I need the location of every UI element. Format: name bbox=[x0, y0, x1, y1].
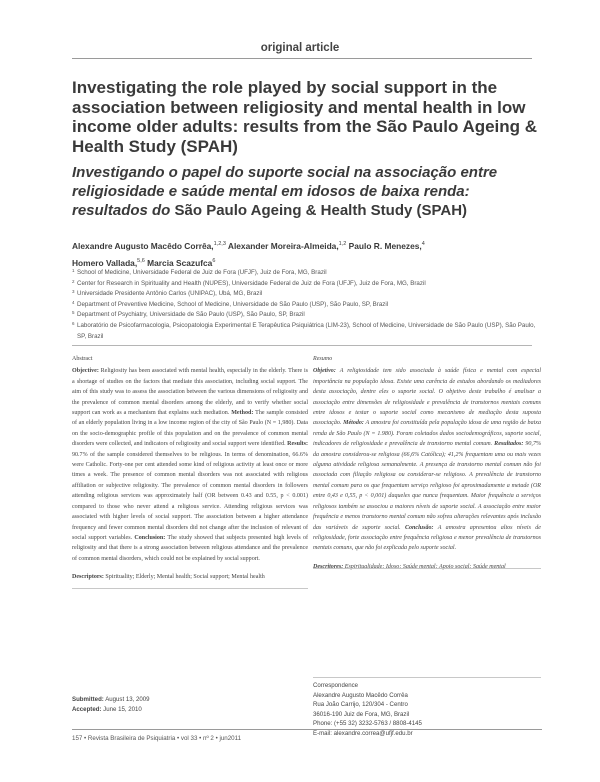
submitted-label: Submitted: bbox=[72, 696, 104, 703]
author-affiliation-marker: 4 bbox=[421, 241, 425, 247]
submitted-value: August 13, 2009 bbox=[105, 696, 150, 703]
correspondence-line: 36016-190 Juiz de Fora, MG, Brazil bbox=[313, 710, 410, 718]
article-title-portuguese bbox=[72, 163, 542, 220]
abstract-heading: Abstract bbox=[72, 356, 93, 362]
correspondence-email: E-mail: alexandre.correa@ufjf.edu.br bbox=[313, 729, 413, 737]
metodo-label: Método: bbox=[341, 420, 364, 427]
author-affiliation-marker: 5,6 bbox=[137, 257, 145, 264]
author-name: Homero Vallada, bbox=[72, 257, 138, 268]
descriptors-text: Spirituality; Elderly; Mental health; Social support; Mental health bbox=[103, 574, 265, 581]
affiliation-text: Department of Psychiatry, Universidade de São Paulo (USP), São Paulo, SP, Brazil bbox=[77, 311, 305, 319]
correspondence-divider bbox=[313, 677, 541, 678]
section-divider bbox=[72, 345, 532, 346]
page-footer: 157 • Revista Brasileira de Psiquiatria • vol 33 • nº 2 • jun2011 bbox=[72, 735, 242, 742]
objective-text: Religiosity has been associated with mental health, especially in the elderly. There is a shortage of studies on the factors that mediate this association, including social support. The aim of this study was to assess the association between the various dimensions of religiosity and the prevalence of common mental disorders among the elderly, and to verify whether social support can work as a mechanism that explains such mediation. bbox=[72, 368, 308, 417]
affiliation-text: Laboratório de Psicofarmacologia, Psicopatologia Experimental E Terapêutica Psiquiátrica (LIM-23), School of Medicine, Universidade de São Paulo (USP), São Paulo, SP, Brazil bbox=[77, 321, 536, 340]
affiliation-item bbox=[72, 289, 542, 300]
abstract-end-divider bbox=[72, 588, 308, 589]
affiliation-item bbox=[72, 268, 542, 279]
method-label: Method: bbox=[229, 410, 254, 417]
descriptors-label: Descriptors: bbox=[72, 574, 104, 581]
correspondence-line: Alexandre Augusto Macêdo Corrêa bbox=[313, 691, 408, 699]
affiliation-list bbox=[72, 268, 542, 342]
affiliation-text: Center for Research in Spirituality and Health (NUPES), Universidade Federal de Juiz de Fora (UFJF), Juiz de Fora, MG, Brazil bbox=[77, 279, 426, 287]
abstract-body bbox=[72, 366, 308, 564]
affiliation-number: 6 bbox=[72, 320, 75, 326]
conclusao-label: Conclusão: bbox=[400, 524, 434, 531]
author-affiliation-marker: 1,2,3 bbox=[213, 241, 226, 247]
results-text: 90.7% of the sample considered themselves to be religious. In terms of denomination, 66.6% were Catholic. Forty-one per cent attended some kind of religious activity at least once or more times a week. The presence of common mental disorders was not associated with religious affiliation or subjective religiosity. The prevalence of common mental disorders in followers attending religious services was approximately half (OR between 0.43 and 0.55, p < 0.001) compared to those who never attend a religious service. Attending religious services was associated with higher levels of social support. The association between a higher attendance frequency and fewer common mental disorders did not change after the inclusion of relevant of social support variables. bbox=[72, 451, 308, 541]
author-name: Marcia Scazufca bbox=[144, 257, 213, 268]
abstract-column bbox=[72, 354, 308, 583]
resumo-column bbox=[313, 354, 541, 572]
affiliation-item bbox=[72, 310, 542, 321]
title-pt-upright: São Paulo Ageing & Health Study (SPAH) bbox=[174, 202, 468, 219]
author-affiliation-marker: 6 bbox=[212, 257, 216, 264]
results-label: Results: bbox=[285, 441, 308, 448]
conclusion-text: The study showed that subjects presented high levels of religiosity and that there is a strong association between religious attendance and the prevalence of common mental disorders, which could not be explained by social support. bbox=[72, 534, 308, 562]
author-list bbox=[72, 237, 542, 271]
descritores-text: Espiritualidade; Idoso; Saúde mental; Apoio social; Saúde mental bbox=[343, 563, 506, 570]
affiliation-item bbox=[72, 279, 542, 290]
descritores-label: Descritores: bbox=[313, 563, 344, 570]
author-affiliation-marker: 1,2 bbox=[338, 241, 347, 247]
affiliation-item bbox=[72, 300, 542, 311]
header-divider bbox=[72, 58, 532, 59]
affiliation-text: Department of Preventive Medicine, School of Medicine, Universidade de São Paulo (USP), São Paulo, SP, Brazil bbox=[77, 300, 389, 308]
affiliation-number: 2 bbox=[72, 278, 75, 284]
method-text: The sample consisted of an elderly population living in a low income region of the city of São Paulo (N = 1,980). Data on the socio-demographic profile of this population and on the prevalence of common mental disorders were collected, and indicators of religiosity and social support were identified. bbox=[72, 410, 308, 448]
descritores bbox=[313, 562, 541, 572]
objective-label: Objective: bbox=[72, 368, 99, 375]
affiliation-number: 5 bbox=[72, 310, 75, 316]
submitted-date bbox=[72, 695, 308, 705]
objetivo-label: Objetivo: bbox=[313, 368, 336, 375]
affiliation-number: 3 bbox=[72, 289, 75, 295]
accepted-value: June 15, 2010 bbox=[103, 705, 142, 713]
author-name: Alexander Moreira-Almeida, bbox=[225, 240, 339, 251]
objetivo-text: A religiosidade tem sido associada à saúde física e mental com especial importância na população idosa. Existe uma carência de estudos abordando os mediadores desta associação, dentre eles o suporte social. O objetivo deste trabalho é analisar a associação entre dimensões de religiosidade e prevalência de transtornos mentais comuns entre idosos e testar o suporte social como mecanismo de mediação desta suposta associação. bbox=[313, 368, 541, 427]
title-pt-italic: Investigando o papel do suporte social na associação entre religiosidade e saúde mental em idosos de baixa renda: resultados do bbox=[72, 164, 498, 219]
affiliation-number: 4 bbox=[72, 299, 75, 305]
resumo-end-divider bbox=[313, 568, 541, 569]
resultados-label: Resultados: bbox=[492, 441, 524, 448]
article-title: Investigating the role played by social support in the association between religiosity and mental health in low income older adults: results from the São Paulo Ageing & Health Study (SPAH) bbox=[72, 78, 538, 156]
accepted-date bbox=[72, 705, 308, 715]
resumo-heading: Resumo bbox=[313, 356, 333, 362]
conclusao-text: A amostra apresentou altos níveis de religiosidade, forte associação entre frequência religiosa e menor prevalência de transtornos mentais comuns, que não foi explicada pelo suporte social. bbox=[313, 524, 541, 552]
metodo-text: A amostra foi constituída pela população idosa de uma região de baixa renda de São Paulo (N = 1.980). Foram coletados dados sociodemográficos, suporte social, indicadores de religiosidade e prevalência de transtorno mental comum. bbox=[313, 420, 541, 448]
affiliation-text: School of Medicine, Universidade Federal de Juiz de Fora (UFJF), Juiz de Fora, MG, Brazil bbox=[77, 269, 327, 276]
resumo-body bbox=[313, 366, 541, 553]
submission-dates bbox=[72, 695, 308, 714]
correspondence-heading: Correspondence bbox=[313, 682, 359, 689]
footer-divider bbox=[72, 729, 542, 730]
correspondence-line: Phone: (+55 32) 3232-5763 / 8808-4145 bbox=[313, 720, 422, 728]
author-name: Paulo R. Menezes, bbox=[346, 240, 422, 251]
affiliation-number: 1 bbox=[72, 268, 75, 273]
accepted-label: Accepted: bbox=[72, 705, 102, 713]
section-label: original article bbox=[260, 42, 340, 54]
author-name: Alexandre Augusto Macêdo Corrêa, bbox=[72, 240, 214, 251]
descriptors bbox=[72, 572, 308, 582]
affiliation-item bbox=[72, 321, 542, 342]
affiliation-text: Universidade Presidente Antônio Carlos (UNIPAC), Ubá, MG, Brazil bbox=[77, 290, 263, 298]
conclusion-label: Conclusion: bbox=[132, 534, 166, 541]
resultados-text: 90,7% da amostra considerou-se religiosa (66,6% Católica); 41,2% frequentam uma ou mais vezes alguma atividade religiosa semanalmente. A presença de transtorno mental comum não foi associada com filiação religiosa ou considerar-se religioso. A prevalência de transtorno mental comum para os que frequentam serviço religioso foi aproximadamente a metade (OR entre 0,43 e 0,55, p < 0,001) daqueles que nunca frequentam. Maior frequência a serviços religiosos também se associou a maiores níveis de suporte social. A associação entre maior frequência e menos transtorno mental comum não sofreu alterações relevantes após inclusão das variáveis de suporte social. bbox=[313, 441, 541, 531]
correspondence-line: Rua João Carrijo, 120/304 - Centro bbox=[313, 701, 408, 709]
